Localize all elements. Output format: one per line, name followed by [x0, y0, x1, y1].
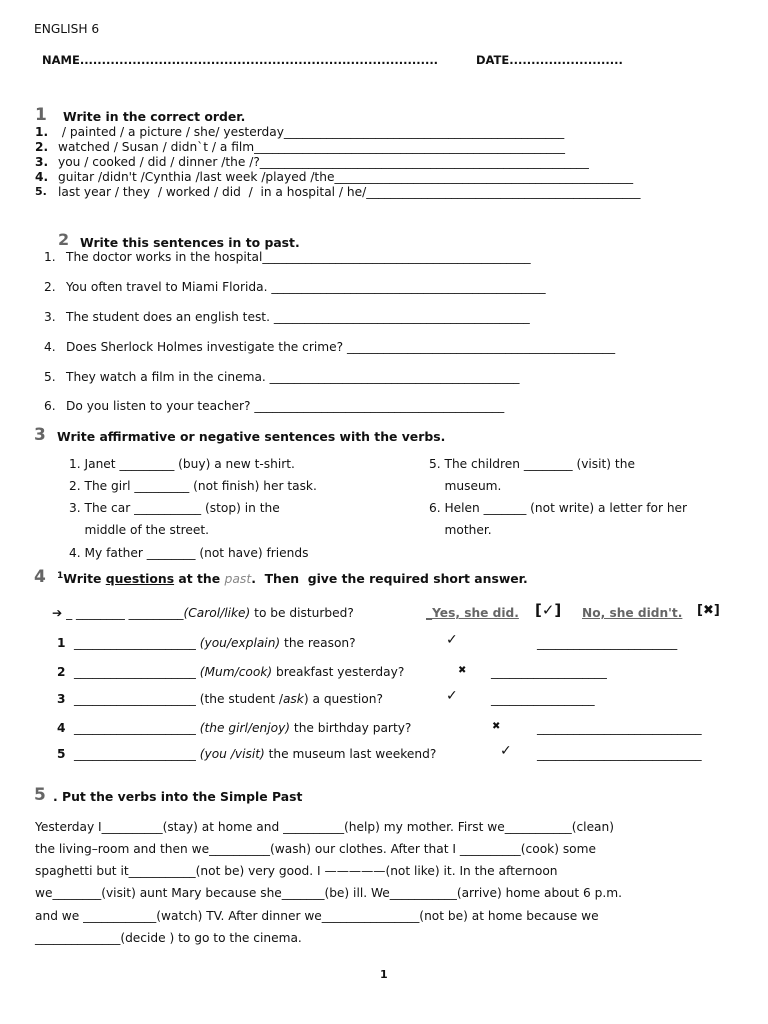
paragraph-line[interactable]: the living–room and then we__________(wash) our clothes. After that I __________(cook) some: [35, 842, 597, 856]
item-number: 5.: [35, 185, 47, 198]
exercise-1-number: 1: [35, 105, 47, 125]
example-no-answer: No, she didn't.: [582, 606, 683, 620]
question-row: [74, 721, 411, 735]
exercise-3-item[interactable]: 4. My father ________ (not have) friends: [69, 546, 309, 560]
exercise-3-item-cont: museum.: [429, 479, 502, 493]
item-number: 1.: [35, 125, 49, 139]
page-number: 1: [380, 968, 388, 981]
exercise-1-title: Write in the correct order.: [63, 109, 246, 124]
short-answer-blank[interactable]: _________________: [491, 692, 595, 706]
exercise-3-item[interactable]: 1. Janet _________ (buy) a new t-shirt.: [69, 457, 295, 471]
exercise-3-item-cont: middle of the street.: [69, 523, 210, 537]
check-icon: ✓: [500, 743, 512, 759]
short-answer-blank[interactable]: ___________________: [491, 665, 607, 679]
paragraph-line[interactable]: and we ____________(watch) TV. After dinner we________________(not be) at home because we: [35, 909, 599, 923]
question-row: [74, 636, 356, 650]
question-blank[interactable]: ____________________: [74, 747, 196, 761]
exercise-5-title: . Put the verbs into the Simple Past: [53, 789, 303, 804]
exercise-1-item[interactable]: / painted / a picture / she/ yesterday______________________________________________: [58, 125, 565, 139]
footnote-marker: 1: [57, 571, 64, 581]
item-number: 2.: [44, 280, 56, 294]
row-number: 3: [57, 692, 66, 706]
exercise-2-item[interactable]: Does Sherlock Holmes investigate the crime? ____________________________________________: [66, 340, 616, 354]
short-answer-blank[interactable]: _______________________: [537, 636, 678, 650]
question-blank[interactable]: ____________________: [74, 721, 196, 735]
title-part: Write: [63, 571, 106, 586]
exercise-2-title: Write this sentences in to past.: [80, 235, 300, 250]
short-answer-blank[interactable]: ___________________________: [537, 721, 702, 735]
short-answer-blank[interactable]: ___________________________: [537, 747, 702, 761]
question-blank[interactable]: ____________________: [74, 665, 196, 679]
exercise-5-number: 5: [34, 785, 46, 805]
prompt: (Carol/like): [183, 606, 251, 620]
exercise-3-item[interactable]: 5. The children ________ (visit) the: [429, 457, 635, 471]
exercise-4-number: 4: [34, 567, 46, 587]
prompt: ): [303, 692, 309, 706]
exercise-1-item[interactable]: last year / they / worked / did / in a hospital / he/_____________________________________________: [58, 185, 641, 199]
question-row: [74, 665, 404, 679]
cross-icon: ✖: [458, 665, 467, 676]
title-part: past: [224, 571, 252, 586]
check-icon: [✓]: [535, 601, 562, 619]
exercise-1-item[interactable]: you / cooked / did / dinner /the /?______________________________________________________: [58, 155, 589, 169]
exercise-3-item[interactable]: 6. Helen _______ (not write) a letter for her: [429, 501, 688, 515]
item-number: 2.: [35, 140, 49, 154]
exercise-3-title: Write affirmative or negative sentences with the verbs.: [57, 429, 446, 444]
example-row: [52, 606, 354, 620]
item-number: 3.: [35, 155, 49, 169]
row-number: 4: [57, 721, 66, 735]
exercise-4-title: [57, 571, 528, 586]
check-icon: ✓: [446, 688, 458, 704]
cross-icon: [✖]: [697, 603, 720, 618]
item-number: 3.: [44, 310, 56, 324]
prompt: (the student /: [199, 692, 283, 706]
question-blank[interactable]: ____________________: [74, 636, 196, 650]
title-part: at the: [174, 571, 225, 586]
prompt: (Mum/cook): [199, 665, 273, 679]
exercise-2-item[interactable]: The doctor works in the hospital____________________________________________: [66, 250, 531, 264]
prompt-verb: ask: [282, 692, 304, 706]
arrow-icon: ➔: [52, 606, 63, 620]
exercise-3-item[interactable]: 3. The car ___________ (stop) in the: [69, 501, 280, 515]
row-number: 2: [57, 665, 66, 679]
example-yes-answer: _Yes, she did.: [426, 606, 519, 620]
item-number: 4.: [44, 340, 56, 354]
prompt: (you/explain): [199, 636, 281, 650]
exercise-2-item[interactable]: You often travel to Miami Florida. _____________________________________________: [66, 280, 546, 294]
prompt-rest: the reason?: [280, 636, 356, 650]
subject-title: ENGLISH 6: [34, 22, 100, 36]
title-part: . Then give the required short answer.: [251, 571, 528, 586]
exercise-2-item[interactable]: They watch a film in the cinema. _________________________________________: [66, 370, 520, 384]
exercise-3-item[interactable]: 2. The girl _________ (not finish) her task.: [69, 479, 317, 493]
prompt-rest: the birthday party?: [290, 721, 412, 735]
exercise-1-item[interactable]: watched / Susan / didn`t / a film___________________________________________________: [58, 140, 565, 154]
paragraph-line[interactable]: we________(visit) aunt Mary because she_______(be) ill. We___________(arrive) home about 6 p.m.: [35, 886, 623, 900]
paragraph-line[interactable]: Yesterday I__________(stay) at home and __________(help) my mother. First we___________(clean): [35, 820, 615, 834]
prompt-rest: the museum last weekend?: [264, 747, 437, 761]
question-blank[interactable]: ____________________: [74, 692, 196, 706]
paragraph-line[interactable]: spaghetti but it___________(not be) very good. I —————(not like) it. In the afternoon: [35, 864, 558, 878]
question-row: [74, 692, 383, 706]
item-number: 1.: [44, 250, 56, 264]
answer-blank[interactable]: _ ________ _________: [62, 606, 184, 620]
exercise-3-item-cont: mother.: [429, 523, 492, 537]
cross-icon: ✖: [492, 721, 501, 732]
item-number: 4.: [35, 170, 49, 184]
prompt: (the girl/enjoy): [199, 721, 291, 735]
prompt-rest: breakfast yesterday?: [272, 665, 405, 679]
title-part: questions: [105, 571, 175, 586]
name-field[interactable]: NAME..................................................................................: [42, 53, 439, 67]
exercise-2-item[interactable]: The student does an english test. __________________________________________: [66, 310, 530, 324]
prompt-rest: to be disturbed?: [250, 606, 354, 620]
exercise-2-number: 2: [58, 230, 70, 249]
check-icon: ✓: [446, 632, 458, 648]
question-row: [74, 747, 436, 761]
exercise-3-number: 3: [34, 425, 46, 445]
exercise-1-item[interactable]: guitar /didn't /Cynthia /last week /played /the_________________________________________________: [58, 170, 634, 184]
date-field[interactable]: DATE..........................: [476, 53, 623, 67]
exercise-2-item[interactable]: Do you listen to your teacher? _________________________________________: [66, 399, 505, 413]
item-number: 5.: [44, 370, 56, 384]
prompt: (you /visit): [199, 747, 265, 761]
row-number: 1: [57, 636, 66, 650]
prompt-rest: a question?: [308, 692, 383, 706]
row-number: 5: [57, 747, 66, 761]
paragraph-line[interactable]: ______________(decide ) to go to the cinema.: [35, 931, 302, 945]
item-number: 6.: [44, 399, 56, 413]
